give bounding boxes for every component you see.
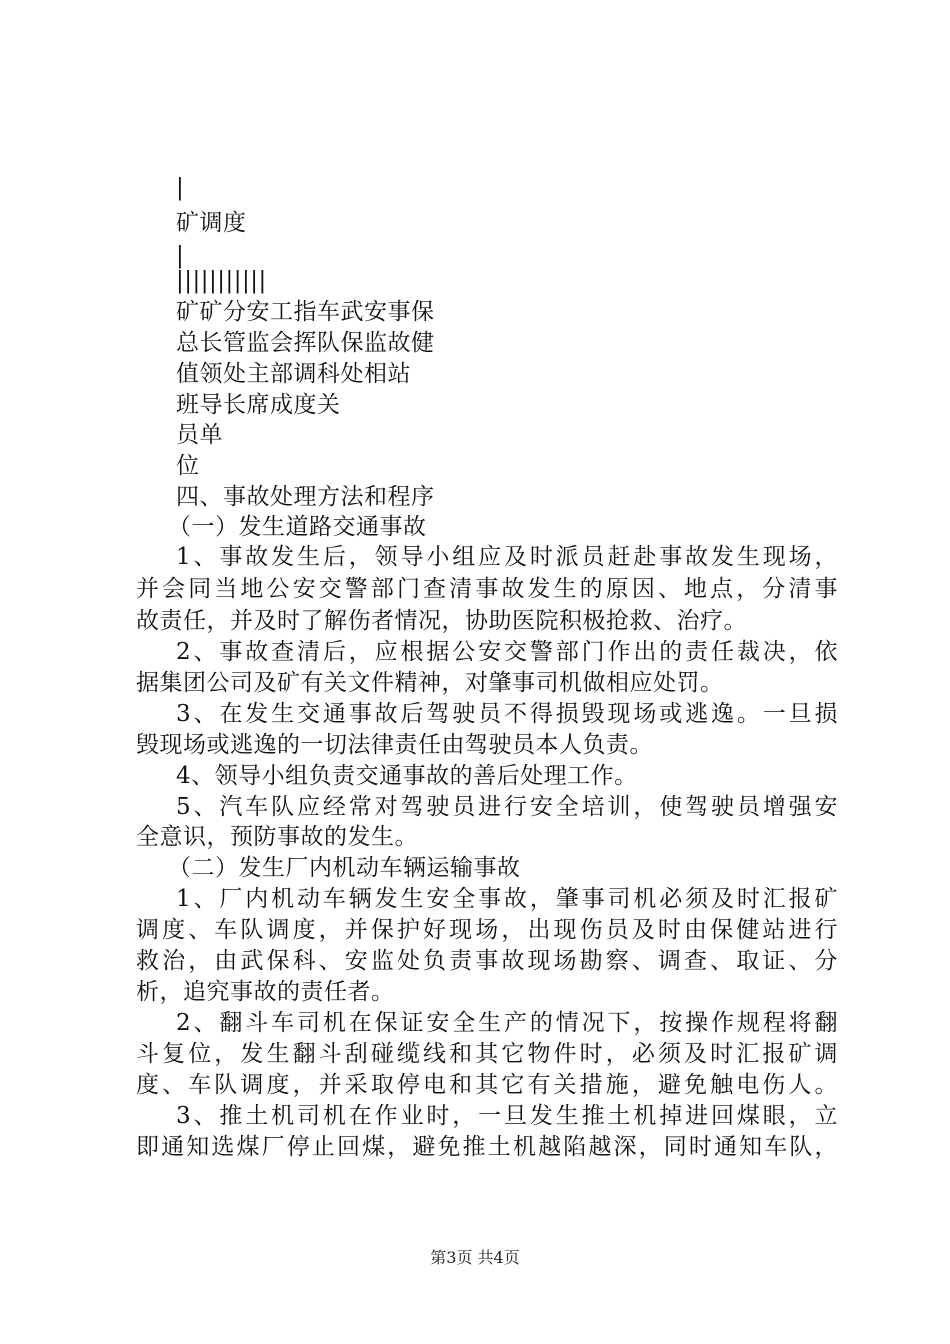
paragraph-line: 析，追究事故的责任者。 [136,979,395,1005]
chart-line: 班导长席成度关 [176,392,341,418]
chart-line: 位 [176,453,200,479]
paragraph-line: 3、推土机司机在作业时，一旦发生推土机掉进回煤眼，立 [176,1103,838,1129]
chart-line: 矿调度 [176,210,247,236]
chart-line: | [176,175,185,201]
chart-line: 员单 [176,422,223,448]
paragraph-line: 度、车队调度，并采取停电和其它有关措施，避免触电伤人。 [136,1072,838,1098]
paragraph-line: 救治，由武保科、安监处负责事故现场勘察、调查、取证、分 [136,948,838,974]
chart-line: | [176,243,185,269]
chart-line: 值领处主部调科处相站 [176,361,411,387]
section-title: 四、事故处理方法和程序 [176,484,435,510]
paragraph-line: 据集团公司及矿有关文件精神，对肇事司机做相应处罚。 [136,670,724,696]
paragraph-line: 斗复位，发生翻斗刮碰缆线和其它物件时，必须及时汇报矿调 [136,1041,838,1067]
paragraph-line: 毁现场或逃逸的一切法律责任由驾驶员本人负责。 [136,732,653,758]
paragraph-line: 3、在发生交通事故后驾驶员不得损毁现场或逃逸。一旦损 [176,701,838,727]
chart-line: ||||||||||| [176,268,267,294]
paragraph-line: 故责任，并及时了解伤者情况，协助医院积极抢救、治疗。 [136,608,747,634]
paragraph-line: 2、事故查清后，应根据公安交警部门作出的责任裁决，依 [176,639,838,665]
paragraph-line: 1、厂内机动车辆发生安全事故，肇事司机必须及时汇报矿 [176,886,838,912]
paragraph-line: 5、汽车队应经常对驾驶员进行安全培训，使驾驶员增强安 [176,794,838,820]
paragraph-line: 4、领导小组负责交通事故的善后处理工作。 [176,763,638,789]
paragraph-line: 2、翻斗车司机在保证安全生产的情况下，按操作规程将翻 [176,1010,838,1036]
paragraph-line: 1、事故发生后，领导小组应及时派员赶赴事故发生现场， [176,544,838,570]
subsection-title: （二）发生厂内机动车辆运输事故 [168,855,521,881]
paragraph-line: 全意识，预防事故的发生。 [136,824,418,850]
paragraph-line: 并会同当地公安交警部门查清事故发生的原因、地点，分清事 [136,576,838,602]
paragraph-line: 即通知选煤厂停止回煤，避免推土机越陷越深，同时通知车队， [136,1134,838,1160]
chart-line: 总长管监会挥队保监故健 [176,330,435,356]
chart-line: 矿矿分安工指车武安事保 [176,299,435,325]
paragraph-line: 调度、车队调度，并保护好现场，出现伤员及时由保健站进行 [136,917,838,943]
page-number: 第3页 共4页 [430,1248,520,1267]
subsection-title: （一）发生道路交通事故 [168,514,427,540]
